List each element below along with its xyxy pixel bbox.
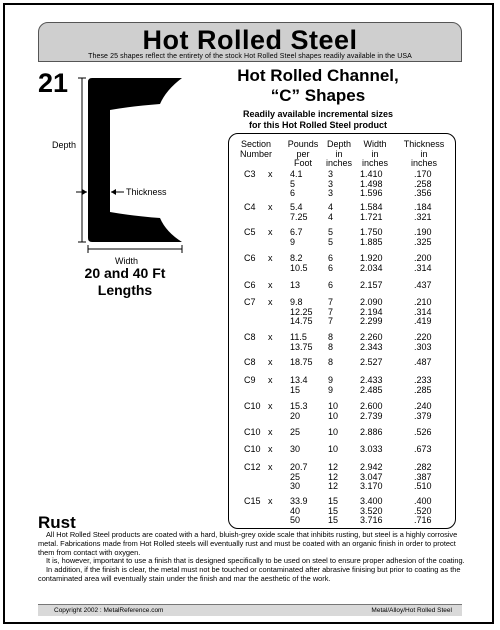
cell-value: C5 bbox=[244, 227, 256, 237]
rust-title: Rust bbox=[38, 513, 76, 532]
cell-value: 2.527 bbox=[360, 357, 383, 367]
cell-value: 9 bbox=[328, 384, 334, 395]
header-text: Foot bbox=[293, 158, 312, 168]
cell-value: .184 bbox=[414, 202, 432, 212]
cell-width bbox=[360, 376, 394, 395]
cell-section bbox=[244, 203, 268, 213]
cell-value: .387 bbox=[414, 471, 432, 482]
cell-value: x bbox=[268, 280, 273, 290]
cell-thickness bbox=[414, 298, 444, 327]
cell-pounds bbox=[290, 376, 320, 395]
header-text: inches bbox=[325, 158, 352, 168]
cell-width bbox=[360, 445, 394, 455]
cell-thickness bbox=[414, 445, 444, 455]
page-subtitle: These 25 shapes reflect the entirety of the stock Hot Rolled Steel shapes readily available in the USA bbox=[88, 53, 412, 60]
cell-depth bbox=[328, 298, 348, 327]
cell-value: .240 bbox=[414, 401, 432, 411]
cell-value: 10 bbox=[328, 427, 339, 437]
header-text: Width bbox=[363, 139, 387, 149]
cell-value: .321 bbox=[414, 211, 432, 222]
cell-value: x bbox=[268, 462, 273, 472]
header-thickness bbox=[398, 140, 450, 169]
cell-value: 13 bbox=[290, 280, 301, 290]
cell-section bbox=[244, 228, 268, 238]
cell-value: 8.2 bbox=[290, 253, 303, 263]
channel-profile bbox=[88, 78, 182, 242]
cell-value: 7.25 bbox=[290, 211, 308, 222]
page-title: Hot Rolled Steel bbox=[142, 25, 358, 55]
cell-value: 3.716 bbox=[360, 515, 383, 525]
cell-pounds bbox=[290, 228, 320, 247]
cell-value: x bbox=[268, 253, 273, 263]
cell-value: x bbox=[268, 357, 273, 367]
cell-value: 9.8 bbox=[290, 297, 303, 307]
cell-value: 8 bbox=[328, 357, 334, 367]
cell-value: 3.170 bbox=[360, 481, 383, 491]
depth-label: Depth bbox=[52, 140, 77, 150]
page-header bbox=[38, 22, 462, 62]
cell-value: C8 bbox=[244, 357, 256, 367]
cell-thickness bbox=[414, 402, 444, 421]
cell-value: 3.047 bbox=[360, 471, 383, 482]
header-text: in bbox=[335, 148, 343, 159]
cell-value: C4 bbox=[244, 202, 256, 212]
cell-value: 7 bbox=[328, 297, 334, 307]
header-text: Pounds bbox=[287, 139, 319, 149]
cell-value: x bbox=[268, 401, 273, 411]
cell-depth bbox=[328, 203, 348, 222]
cell-x bbox=[268, 298, 278, 308]
cell-value: 1.721 bbox=[360, 211, 383, 222]
cell-value: 3 bbox=[328, 169, 334, 179]
cell-value: 2.157 bbox=[360, 280, 383, 290]
cell-depth bbox=[328, 497, 348, 526]
cell-depth bbox=[328, 170, 348, 199]
cell-value: .190 bbox=[414, 227, 432, 237]
cell-value: 6.7 bbox=[290, 227, 303, 237]
cell-value: 30 bbox=[290, 481, 301, 491]
cell-pounds bbox=[290, 402, 320, 421]
cell-value: 20.7 bbox=[290, 462, 308, 472]
cell-value: 4 bbox=[328, 211, 334, 222]
cell-value: .314 bbox=[414, 262, 432, 273]
cell-value: C7 bbox=[244, 297, 256, 307]
cell-value: 3 bbox=[328, 188, 334, 198]
cell-value: 12 bbox=[328, 462, 339, 472]
cell-value: .520 bbox=[414, 505, 432, 516]
header-text: inches bbox=[361, 158, 388, 168]
cell-value: x bbox=[268, 496, 273, 506]
cell-value: 5 bbox=[328, 236, 334, 247]
cell-pounds bbox=[290, 428, 320, 438]
cell-value: 13.75 bbox=[290, 341, 313, 352]
channel-shape-diagram bbox=[38, 66, 188, 266]
cell-value: 2.739 bbox=[360, 410, 383, 421]
cell-value: .303 bbox=[414, 341, 432, 352]
header-text: in bbox=[420, 148, 428, 159]
cell-pounds bbox=[290, 298, 320, 327]
cell-value: 4.1 bbox=[290, 169, 303, 179]
cell-thickness bbox=[414, 497, 444, 526]
cell-value: x bbox=[268, 444, 273, 454]
rust-paragraph: It is, however, important to use a finish that is designed specifically to be used on steel to ensure proper adhesion of the coating. bbox=[46, 556, 465, 566]
cell-value: 2.343 bbox=[360, 341, 383, 352]
cell-section bbox=[244, 333, 268, 343]
cell-pounds bbox=[290, 463, 320, 492]
cell-value: .526 bbox=[414, 427, 432, 437]
cell-value: 2.194 bbox=[360, 306, 383, 317]
cell-x bbox=[268, 445, 278, 455]
cell-width bbox=[360, 298, 394, 327]
cell-value: 2.485 bbox=[360, 384, 383, 395]
cell-depth bbox=[328, 228, 348, 247]
rust-body bbox=[38, 531, 466, 584]
cell-value: .233 bbox=[414, 375, 432, 385]
cell-value: 9 bbox=[328, 375, 334, 385]
cell-value: 40 bbox=[290, 505, 301, 516]
cell-depth bbox=[328, 254, 348, 273]
cell-value: .325 bbox=[414, 236, 432, 247]
cell-value: .314 bbox=[414, 306, 432, 317]
cell-x bbox=[268, 463, 278, 473]
cell-pounds bbox=[290, 333, 320, 352]
cell-value: 6 bbox=[328, 280, 334, 290]
cell-value: 10 bbox=[328, 444, 339, 454]
cell-value: 2.299 bbox=[360, 316, 383, 326]
cell-section bbox=[244, 463, 268, 473]
cell-value: 6 bbox=[328, 262, 334, 273]
cell-value: 15 bbox=[328, 515, 339, 525]
cell-value: 2.034 bbox=[360, 262, 383, 273]
cell-value: 18.75 bbox=[290, 357, 313, 367]
footer-category: Metal/Alloy/Hot Rolled Steel bbox=[371, 607, 452, 614]
cell-value: .437 bbox=[414, 280, 432, 290]
cell-x bbox=[268, 376, 278, 386]
cell-pounds bbox=[290, 170, 320, 199]
cell-value: .200 bbox=[414, 253, 432, 263]
cell-value: 30 bbox=[290, 444, 301, 454]
cell-value: 3 bbox=[328, 178, 334, 189]
cell-width bbox=[360, 281, 394, 291]
cell-value: 15 bbox=[290, 384, 301, 395]
cell-x bbox=[268, 170, 278, 180]
cell-thickness bbox=[414, 358, 444, 368]
cell-depth bbox=[328, 463, 348, 492]
cell-value: 25 bbox=[290, 427, 301, 437]
cell-x bbox=[268, 358, 278, 368]
cell-depth bbox=[328, 358, 348, 368]
section-subtitle-line-2: for this Hot Rolled Steel product bbox=[248, 120, 387, 130]
cell-value: 5.4 bbox=[290, 202, 303, 212]
cell-value: C6 bbox=[244, 280, 256, 290]
cell-value: 10 bbox=[328, 401, 339, 411]
cell-thickness bbox=[414, 333, 444, 352]
cell-section bbox=[244, 402, 268, 412]
cell-value: 2.090 bbox=[360, 297, 383, 307]
cell-value: 5 bbox=[290, 178, 296, 189]
cell-value: x bbox=[268, 427, 273, 437]
cell-x bbox=[268, 254, 278, 264]
header-section-number bbox=[234, 140, 278, 159]
cell-thickness bbox=[414, 170, 444, 199]
cell-section bbox=[244, 428, 268, 438]
cell-value: 12 bbox=[328, 481, 339, 491]
cell-value: 14.75 bbox=[290, 316, 313, 326]
cell-value: 2.260 bbox=[360, 332, 383, 342]
cell-value: x bbox=[268, 297, 273, 307]
cell-value: 11.5 bbox=[290, 332, 307, 342]
cell-value: C6 bbox=[244, 253, 256, 263]
cell-value: 3.520 bbox=[360, 505, 383, 516]
cell-value: 2.886 bbox=[360, 427, 383, 437]
cell-value: .258 bbox=[414, 178, 432, 189]
cell-value: .673 bbox=[414, 444, 432, 454]
cell-depth bbox=[328, 333, 348, 352]
cell-value: 7 bbox=[328, 306, 334, 317]
cell-depth bbox=[328, 402, 348, 421]
cell-thickness bbox=[414, 463, 444, 492]
cell-value: C10 bbox=[244, 401, 261, 411]
cell-pounds bbox=[290, 254, 320, 273]
cell-value: 15 bbox=[328, 505, 339, 516]
cell-value: x bbox=[268, 169, 273, 179]
cell-value: 3.400 bbox=[360, 496, 383, 506]
cell-depth bbox=[328, 445, 348, 455]
cell-value: 2.433 bbox=[360, 375, 383, 385]
cell-x bbox=[268, 333, 278, 343]
section-subtitle bbox=[236, 109, 400, 131]
cell-value: 3.033 bbox=[360, 444, 383, 454]
cell-value: .356 bbox=[414, 188, 432, 198]
cell-value: 6 bbox=[290, 188, 296, 198]
header-text: per bbox=[296, 148, 310, 159]
cell-value: 10.5 bbox=[290, 262, 308, 273]
cell-value: 1.596 bbox=[360, 188, 383, 198]
cell-pounds bbox=[290, 497, 320, 526]
header-pounds-per-foot bbox=[284, 140, 322, 169]
cell-section bbox=[244, 254, 268, 264]
item-number: 21 bbox=[38, 68, 69, 98]
cell-x bbox=[268, 228, 278, 238]
cell-width bbox=[360, 170, 394, 199]
cell-thickness bbox=[414, 428, 444, 438]
page-footer bbox=[38, 604, 462, 616]
cell-pounds bbox=[290, 445, 320, 455]
section-title-line-1: Hot Rolled Channel, bbox=[237, 66, 399, 85]
cell-value: .716 bbox=[414, 515, 432, 525]
cell-value: .282 bbox=[414, 462, 432, 472]
cell-value: 7 bbox=[328, 316, 334, 326]
section-subtitle-line-1: Readily available incremental sizes bbox=[242, 109, 394, 119]
header-depth bbox=[322, 140, 356, 169]
rust-paragraph: All Hot Rolled Steel products are coated with a hard, bluish-grey oxide scale that inhibits rusting, but steel is a highly corrosive metal. Fabrications made from Hot Rolled steels will eventually rust and must be coated with an organic finish in order to protect them from contact with oxygen. bbox=[38, 530, 458, 557]
cell-value: .379 bbox=[414, 410, 432, 421]
header-text: Number bbox=[239, 148, 272, 159]
cell-value: .487 bbox=[414, 357, 432, 367]
cell-width bbox=[360, 228, 394, 247]
cell-value: x bbox=[268, 202, 273, 212]
cell-value: 33.9 bbox=[290, 496, 308, 506]
cell-value: 25 bbox=[290, 471, 301, 482]
thickness-label: Thickness bbox=[126, 187, 167, 197]
cell-value: 9 bbox=[290, 236, 296, 247]
header-text: Section bbox=[240, 139, 272, 149]
cell-value: C10 bbox=[244, 427, 261, 437]
cell-section bbox=[244, 497, 268, 507]
cell-value: C12 bbox=[244, 462, 261, 472]
cell-value: x bbox=[268, 332, 273, 342]
cell-value: 5 bbox=[328, 227, 334, 237]
cell-value: 20 bbox=[290, 410, 301, 421]
header-width bbox=[356, 140, 394, 169]
lengths-line-1: 20 and 40 Ft bbox=[84, 265, 166, 281]
header-text: in bbox=[371, 148, 379, 159]
cell-thickness bbox=[414, 228, 444, 247]
cell-value: .510 bbox=[414, 481, 432, 491]
header-text: Depth bbox=[326, 139, 352, 149]
cell-value: .419 bbox=[414, 316, 432, 326]
cell-depth bbox=[328, 281, 348, 291]
cell-x bbox=[268, 402, 278, 412]
cell-width bbox=[360, 428, 394, 438]
cell-width bbox=[360, 463, 394, 492]
cell-value: x bbox=[268, 227, 273, 237]
cell-value: .220 bbox=[414, 332, 432, 342]
cell-value: 10 bbox=[328, 410, 339, 421]
cell-width bbox=[360, 358, 394, 368]
cell-value: 8 bbox=[328, 341, 334, 352]
cell-pounds bbox=[290, 281, 320, 291]
cell-value: x bbox=[268, 375, 273, 385]
cell-depth bbox=[328, 376, 348, 395]
cell-value: 12.25 bbox=[290, 306, 313, 317]
cell-value: 15 bbox=[328, 496, 339, 506]
cell-value: 12 bbox=[328, 471, 339, 482]
cell-width bbox=[360, 497, 394, 526]
rust-paragraph: In addition, if the finish is clear, the metal must not be touched or contaminated after abrasive finising but prior to coating as the contaminated area will eventually stain under the finish and mar the aesthetic of the work. bbox=[38, 565, 461, 583]
section-title bbox=[236, 66, 400, 106]
cell-value: 8 bbox=[328, 332, 334, 342]
cell-thickness bbox=[414, 203, 444, 222]
cell-value: 1.584 bbox=[360, 202, 383, 212]
cell-x bbox=[268, 203, 278, 213]
cell-width bbox=[360, 203, 394, 222]
cell-value: C10 bbox=[244, 444, 261, 454]
cell-thickness bbox=[414, 254, 444, 273]
cell-value: .170 bbox=[414, 169, 432, 179]
cell-section bbox=[244, 358, 268, 368]
lengths-line-2: Lengths bbox=[97, 282, 153, 298]
cell-value: 1.498 bbox=[360, 178, 383, 189]
cell-value: 2.942 bbox=[360, 462, 383, 472]
cell-section bbox=[244, 298, 268, 308]
cell-value: 2.600 bbox=[360, 401, 383, 411]
header-text: inches bbox=[410, 158, 437, 168]
cell-value: C3 bbox=[244, 169, 256, 179]
cell-section bbox=[244, 376, 268, 386]
cell-value: .400 bbox=[414, 496, 432, 506]
cell-section bbox=[244, 281, 268, 291]
copyright-text: Copyright 2002 : MetalReference.com bbox=[54, 607, 164, 614]
cell-value: 15.3 bbox=[290, 401, 308, 411]
cell-value: .210 bbox=[414, 297, 432, 307]
cell-value: 1.750 bbox=[360, 227, 383, 237]
cell-value: .285 bbox=[414, 384, 432, 395]
cell-x bbox=[268, 281, 278, 291]
cell-thickness bbox=[414, 376, 444, 395]
cell-x bbox=[268, 497, 278, 507]
cell-value: 1.920 bbox=[360, 253, 383, 263]
cell-value: 1.885 bbox=[360, 236, 383, 247]
cell-value: C8 bbox=[244, 332, 256, 342]
cell-thickness bbox=[414, 281, 444, 291]
section-title-line-2: “C” Shapes bbox=[270, 86, 366, 105]
cell-value: C9 bbox=[244, 375, 256, 385]
cell-width bbox=[360, 402, 394, 421]
cell-value: C15 bbox=[244, 496, 261, 506]
cell-section bbox=[244, 445, 268, 455]
cell-x bbox=[268, 428, 278, 438]
cell-value: 6 bbox=[328, 253, 334, 263]
cell-value: 50 bbox=[290, 515, 301, 525]
cell-value: 1.410 bbox=[360, 169, 383, 179]
cell-width bbox=[360, 333, 394, 352]
cell-pounds bbox=[290, 203, 320, 222]
cell-width bbox=[360, 254, 394, 273]
cell-section bbox=[244, 170, 268, 180]
cell-depth bbox=[328, 428, 348, 438]
cell-value: 13.4 bbox=[290, 375, 308, 385]
cell-pounds bbox=[290, 358, 320, 368]
header-text: Thickness bbox=[403, 139, 445, 149]
cell-value: 4 bbox=[328, 202, 334, 212]
width-label: Width bbox=[115, 256, 139, 266]
lengths-note bbox=[70, 265, 180, 299]
